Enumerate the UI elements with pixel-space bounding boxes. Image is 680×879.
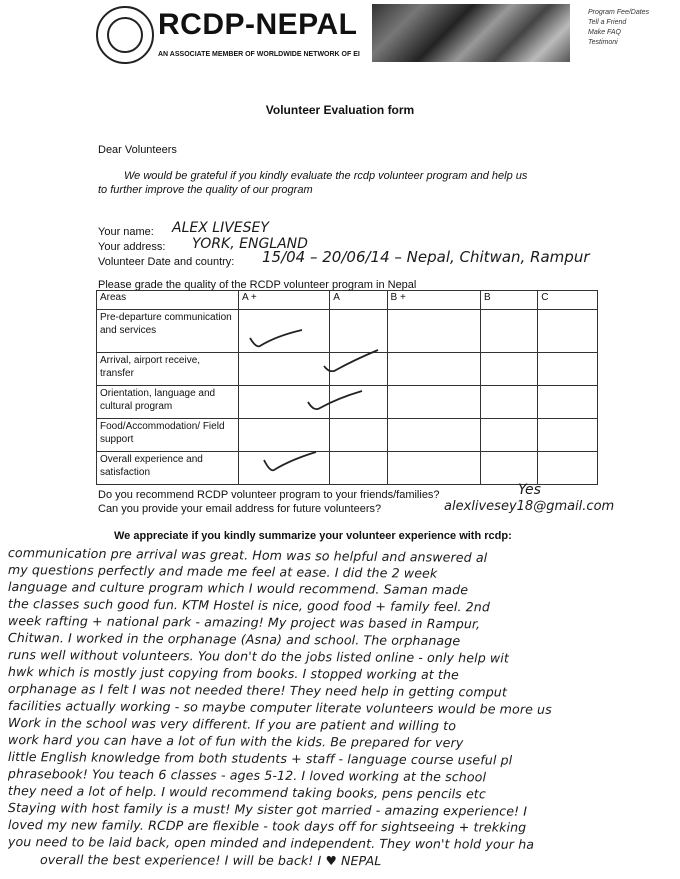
cell-a[interactable]: [330, 452, 387, 485]
greeting: Dear Volunteers: [98, 144, 177, 156]
address-value[interactable]: YORK, ENGLAND: [192, 236, 308, 252]
col-header-areas: Areas: [97, 291, 239, 310]
cell-b[interactable]: [480, 419, 537, 452]
checkmark-icon: [246, 326, 306, 350]
cell-b-plus[interactable]: [387, 353, 480, 386]
cell-b[interactable]: [480, 386, 537, 419]
header-link-testimonials[interactable]: Testimoni: [588, 39, 618, 46]
recommend-answer[interactable]: Yes: [518, 482, 541, 498]
summary-line: hwk which is mostly just copying from books. I stopped working at the: [7, 664, 459, 683]
table-row: [97, 419, 598, 452]
brand-tagline: AN ASSOCIATE MEMBER OF WORLDWIDE NETWORK OF EI: [158, 51, 360, 58]
recommend-question: Do you recommend RCDP volunteer program to your friends/families?: [98, 489, 440, 501]
col-header-a: A: [330, 291, 387, 310]
cell-a-plus[interactable]: [239, 419, 330, 452]
summary-line: week rafting + national park - amazing! My project was based in Rampur,: [7, 613, 481, 632]
summary-line: you need to be laid back, open minded and independent. They won't hold your ha: [7, 834, 535, 852]
email-question: Can you provide your email address for future volunteers?: [98, 503, 382, 515]
row-area-food: Food/Accommodation/ Field support: [97, 419, 239, 452]
cell-b-plus[interactable]: [387, 419, 480, 452]
form-title: Volunteer Evaluation form: [265, 103, 415, 117]
cell-a[interactable]: [330, 419, 387, 452]
summary-closing-line: [40, 852, 660, 869]
cell-c[interactable]: [538, 310, 598, 353]
brand-name: RCDP-NEPAL: [158, 8, 358, 41]
summary-line: overall the best experience! I will be back!: [39, 852, 314, 868]
address-label: Your address:: [98, 241, 166, 253]
header-links: [588, 8, 649, 48]
checkmark-icon: [304, 388, 364, 412]
name-value[interactable]: ALEX LIVESEY: [172, 220, 269, 236]
row-area-pre-departure: Pre-departure communication and services: [97, 310, 239, 353]
col-header-b: B: [480, 291, 537, 310]
intro-text: [98, 169, 594, 197]
summary-title: We appreciate if you kindly summarize your volunteer experience with rcdp:: [114, 530, 512, 542]
summary-line: Work in the school was very different. If you are patient and willing to: [7, 715, 457, 734]
header-link-fees[interactable]: Program Fee/Dates: [588, 9, 650, 16]
cell-c[interactable]: [538, 353, 598, 386]
intro-line-1: We would be grateful if you kindly evaluate the rcdp volunteer program and help us: [124, 170, 528, 182]
header-link-tell-friend[interactable]: Tell a Friend: [588, 19, 627, 26]
logo-inner-ring: [107, 17, 143, 53]
summary-line: the classes such good fun. KTM Hostel is nice, good food + family feel. 2nd: [7, 596, 491, 615]
table-row: [97, 452, 598, 485]
intro-line-2: to further improve the quality of our program: [98, 184, 313, 196]
cell-c[interactable]: [538, 386, 598, 419]
cell-b-plus[interactable]: [387, 386, 480, 419]
cell-b[interactable]: [480, 452, 537, 485]
email-answer[interactable]: alexlivesey18@gmail.com: [444, 499, 615, 514]
closing-i: I: [317, 852, 322, 868]
row-area-overall: Overall experience and satisfaction: [97, 452, 239, 485]
summary-line: communication pre arrival was great. Hom was so helpful and answered al: [7, 545, 488, 566]
cell-b-plus[interactable]: [387, 452, 480, 485]
date-country-value[interactable]: 15/04 – 20/06/14 – Nepal, Chitwan, Rampur: [262, 248, 590, 266]
heart-icon: ♥: [325, 852, 337, 869]
col-header-b-plus: B +: [387, 291, 480, 310]
summary-line: my questions perfectly and made me feel at ease. I did the 2 week: [7, 562, 438, 581]
summary-line: Staying with host family is a must! My sister got married - amazing experience! I: [7, 800, 528, 819]
table-row: [97, 310, 598, 353]
header-photo: [372, 4, 570, 62]
cell-c[interactable]: [538, 452, 598, 485]
cell-c[interactable]: [538, 419, 598, 452]
name-label: Your name:: [98, 226, 154, 238]
summary-line: they need a lot of help. I would recommend taking books, pens pencils etc: [7, 783, 486, 802]
summary-line: work hard you can have a lot of fun with the kids. Be prepared for very: [7, 732, 464, 751]
closing-nepal: NEPAL: [340, 853, 382, 869]
summary-line: runs well without volunteers. You don't do the jobs listed online - only help wit: [7, 647, 510, 666]
summary-line: Chitwan. I worked in the orphanage (Asna) and school. The orphanage: [7, 630, 461, 649]
cell-b-plus[interactable]: [387, 310, 480, 353]
cell-a-plus[interactable]: [239, 353, 330, 386]
cell-b[interactable]: [480, 353, 537, 386]
checkmark-icon: [320, 348, 380, 372]
summary-line: orphanage as I felt I was not needed there! They need help in getting comput: [7, 681, 508, 700]
row-area-arrival: Arrival, airport receive, transfer: [97, 353, 239, 386]
grade-title: Please grade the quality of the RCDP volunteer program in Nepal: [98, 279, 417, 291]
col-header-c: C: [538, 291, 598, 310]
summary-line: loved my new family. RCDP are flexible - took days off for sightseeing + trekking: [7, 817, 527, 835]
cell-b[interactable]: [480, 310, 537, 353]
table-header-row: [97, 291, 598, 310]
header-link-faq[interactable]: Make FAQ: [588, 29, 621, 36]
checkmark-icon: [260, 450, 320, 474]
summary-line: language and culture program which I would recommend. Saman made: [7, 579, 469, 598]
summary-line: little English knowledge from both students + staff - language course useful pl: [7, 749, 513, 768]
summary-line: facilities actually working - so maybe computer literate volunteers would be more us: [7, 698, 552, 717]
row-area-orientation: Orientation, language and cultural program: [97, 386, 239, 419]
rcdp-seal-logo-icon: [96, 6, 154, 64]
date-country-label: Volunteer Date and country:: [98, 256, 235, 268]
cell-a[interactable]: [330, 310, 387, 353]
summary-line: phrasebook! You teach 6 classes - ages 5-12. I loved working at the school: [7, 766, 487, 785]
col-header-a-plus: A +: [239, 291, 330, 310]
